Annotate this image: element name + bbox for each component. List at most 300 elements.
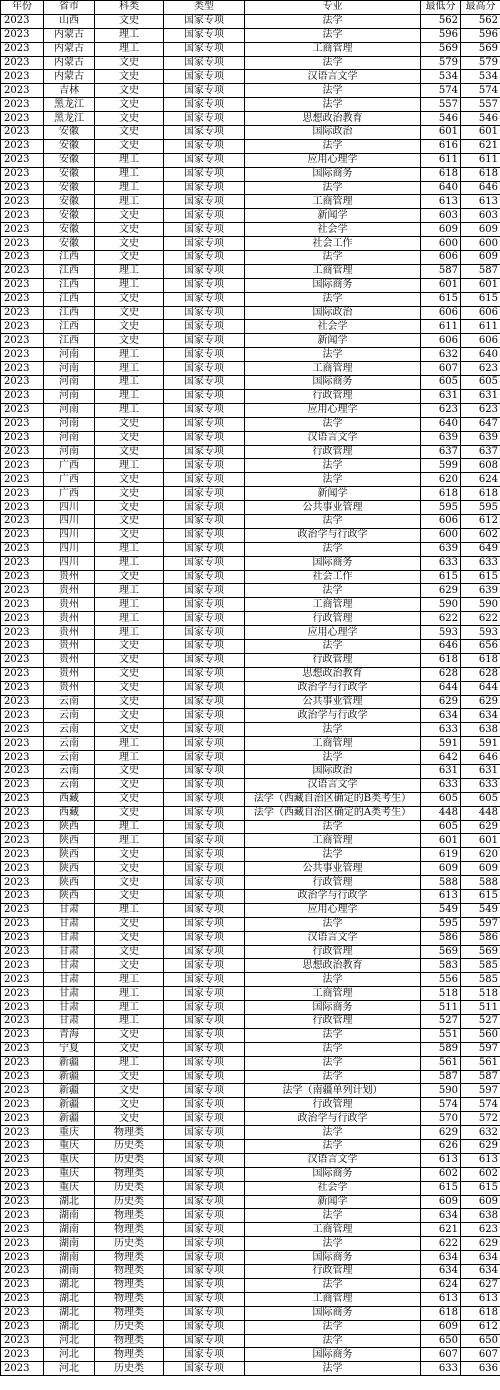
cell-major: 国际商务 [245,1001,421,1015]
cell-province: 安徽 [44,167,95,181]
cell-subject-category: 物理类 [95,1126,164,1140]
cell-year: 2023 [1,1334,44,1348]
cell-type: 国家专项 [164,237,245,251]
cell-major: 法学 [245,1237,421,1251]
cell-max-score: 639 [461,431,500,445]
cell-major: 公共事业管理 [245,695,421,709]
cell-subject-category: 文史 [95,223,164,237]
cell-year: 2023 [1,112,44,126]
cell-subject-category: 理工 [95,376,164,390]
cell-major: 法学 [245,473,421,487]
table-row [1,1251,500,1265]
cell-type: 国家专项 [164,917,245,931]
cell-type: 国家专项 [164,1084,245,1098]
cell-subject-category: 文史 [95,890,164,904]
cell-subject-category: 文史 [95,806,164,820]
cell-year: 2023 [1,667,44,681]
table-row [1,945,500,959]
cell-major: 法学 [245,514,421,528]
cell-min-score: 633 [421,1362,461,1376]
table-row [1,1209,500,1223]
cell-max-score: 629 [461,695,500,709]
cell-max-score: 574 [461,1098,500,1112]
cell-min-score: 569 [421,42,461,56]
cell-year: 2023 [1,1265,44,1279]
cell-min-score: 595 [421,917,461,931]
cell-year: 2023 [1,903,44,917]
cell-max-score: 646 [461,181,500,195]
cell-type: 国家专项 [164,1153,245,1167]
cell-major: 法学 [245,139,421,153]
cell-year: 2023 [1,1209,44,1223]
cell-type: 国家专项 [164,1223,245,1237]
cell-year: 2023 [1,348,44,362]
table-row [1,112,500,126]
cell-max-score: 636 [461,1362,500,1376]
table-row [1,542,500,556]
cell-province: 内蒙古 [44,56,95,70]
cell-min-score: 557 [421,98,461,112]
cell-year: 2023 [1,890,44,904]
cell-max-score: 618 [461,653,500,667]
cell-subject-category: 文史 [95,445,164,459]
cell-province: 陕西 [44,834,95,848]
cell-year: 2023 [1,778,44,792]
cell-major: 思想政治教育 [245,959,421,973]
cell-min-score: 629 [421,584,461,598]
cell-min-score: 534 [421,70,461,84]
cell-min-score: 551 [421,1028,461,1042]
cell-max-score: 632 [461,1126,500,1140]
cell-min-score: 590 [421,1084,461,1098]
table-row [1,639,500,653]
table-row [1,876,500,890]
cell-type: 国家专项 [164,862,245,876]
cell-major: 法学 [245,14,421,28]
cell-max-score: 639 [461,584,500,598]
cell-major: 应用心理学 [245,403,421,417]
cell-subject-category: 文史 [95,945,164,959]
table-row [1,903,500,917]
cell-major: 国际商务 [245,167,421,181]
cell-max-score: 623 [461,1223,500,1237]
cell-province: 宁夏 [44,1042,95,1056]
cell-type: 国家专项 [164,1098,245,1112]
cell-type: 国家专项 [164,681,245,695]
table-row [1,181,500,195]
cell-type: 国家专项 [164,1070,245,1084]
table-row [1,1348,500,1362]
cell-type: 国家专项 [164,973,245,987]
cell-major: 汉语言文学 [245,778,421,792]
cell-max-score: 631 [461,389,500,403]
cell-major: 法学 [245,459,421,473]
cell-min-score: 574 [421,84,461,98]
cell-major: 法学 [245,917,421,931]
cell-year: 2023 [1,431,44,445]
cell-major: 国际商务 [245,1167,421,1181]
cell-max-score: 623 [461,362,500,376]
cell-max-score: 605 [461,376,500,390]
cell-max-score: 591 [461,737,500,751]
cell-major: 行政管理 [245,1015,421,1029]
cell-type: 国家专项 [164,1112,245,1126]
cell-max-score: 646 [461,751,500,765]
table-row [1,834,500,848]
cell-province: 内蒙古 [44,70,95,84]
cell-province: 安徽 [44,237,95,251]
cell-subject-category: 文史 [95,251,164,265]
cell-year: 2023 [1,264,44,278]
cell-year: 2023 [1,1070,44,1084]
cell-type: 国家专项 [164,1265,245,1279]
cell-province: 云南 [44,723,95,737]
cell-min-score: 613 [421,1292,461,1306]
cell-max-score: 638 [461,1209,500,1223]
cell-province: 陕西 [44,890,95,904]
cell-province: 重庆 [44,1126,95,1140]
cell-province: 重庆 [44,1140,95,1154]
table-row [1,42,500,56]
cell-province: 河北 [44,1348,95,1362]
table-row [1,1112,500,1126]
cell-subject-category: 文史 [95,917,164,931]
table-row [1,70,500,84]
table-row [1,1084,500,1098]
table-row [1,292,500,306]
cell-major: 行政管理 [245,1265,421,1279]
cell-year: 2023 [1,292,44,306]
cell-type: 国家专项 [164,487,245,501]
cell-year: 2023 [1,862,44,876]
cell-min-score: 613 [421,890,461,904]
cell-min-score: 600 [421,237,461,251]
cell-major: 汉语言文学 [245,70,421,84]
cell-year: 2023 [1,653,44,667]
table-row [1,153,500,167]
cell-subject-category: 理工 [95,1056,164,1070]
table-row [1,1015,500,1029]
cell-max-score: 628 [461,667,500,681]
cell-province: 四川 [44,514,95,528]
cell-year: 2023 [1,1084,44,1098]
cell-min-score: 518 [421,987,461,1001]
cell-year: 2023 [1,417,44,431]
cell-type: 国家专项 [164,223,245,237]
cell-subject-category: 理工 [95,42,164,56]
cell-min-score: 611 [421,153,461,167]
cell-subject-category: 文史 [95,237,164,251]
table-row [1,584,500,598]
table-row [1,1126,500,1140]
cell-major: 新闻学 [245,209,421,223]
cell-type: 国家专项 [164,417,245,431]
cell-year: 2023 [1,278,44,292]
cell-year: 2023 [1,584,44,598]
cell-type: 国家专项 [164,806,245,820]
cell-type: 国家专项 [164,1140,245,1154]
cell-province: 湖北 [44,1278,95,1292]
cell-major: 国际商务 [245,278,421,292]
cell-subject-category: 历史类 [95,1195,164,1209]
cell-subject-category: 理工 [95,973,164,987]
table-row [1,806,500,820]
cell-year: 2023 [1,251,44,265]
cell-year: 2023 [1,848,44,862]
cell-major: 汉语言文学 [245,1153,421,1167]
cell-type: 国家专项 [164,959,245,973]
cell-subject-category: 理工 [95,612,164,626]
cell-min-score: 631 [421,389,461,403]
cell-subject-category: 文史 [95,139,164,153]
cell-min-score: 646 [421,639,461,653]
cell-province: 甘肃 [44,1015,95,1029]
cell-major: 法学 [245,1070,421,1084]
cell-type: 国家专项 [164,931,245,945]
cell-year: 2023 [1,764,44,778]
cell-max-score: 623 [461,403,500,417]
cell-major: 汉语言文学 [245,431,421,445]
table-row [1,1306,500,1320]
cell-max-score: 609 [461,223,500,237]
cell-year: 2023 [1,959,44,973]
cell-max-score: 574 [461,84,500,98]
cell-subject-category: 理工 [95,626,164,640]
cell-min-score: 569 [421,945,461,959]
cell-year: 2023 [1,709,44,723]
cell-major: 法学 [245,639,421,653]
table-row [1,251,500,265]
table-row [1,917,500,931]
cell-max-score: 609 [461,251,500,265]
cell-min-score: 621 [421,1223,461,1237]
cell-province: 云南 [44,778,95,792]
cell-subject-category: 物理类 [95,1167,164,1181]
cell-subject-category: 理工 [95,834,164,848]
cell-min-score: 609 [421,862,461,876]
cell-subject-category: 文史 [95,70,164,84]
cell-type: 国家专项 [164,306,245,320]
table-row [1,890,500,904]
cell-subject-category: 文史 [95,417,164,431]
cell-min-score: 595 [421,501,461,515]
cell-major: 法学 [245,292,421,306]
cell-max-score: 621 [461,139,500,153]
header-province: 省市 [44,1,95,15]
cell-max-score: 615 [461,570,500,584]
cell-type: 国家专项 [164,362,245,376]
cell-min-score: 546 [421,112,461,126]
cell-province: 山西 [44,14,95,28]
table-row [1,1195,500,1209]
cell-year: 2023 [1,459,44,473]
cell-major: 国际商务 [245,1306,421,1320]
table-row [1,264,500,278]
cell-year: 2023 [1,320,44,334]
cell-year: 2023 [1,1237,44,1251]
cell-major: 法学 [245,584,421,598]
cell-province: 云南 [44,737,95,751]
cell-year: 2023 [1,542,44,556]
cell-max-score: 448 [461,806,500,820]
cell-year: 2023 [1,56,44,70]
cell-year: 2023 [1,487,44,501]
cell-max-score: 629 [461,1237,500,1251]
cell-max-score: 527 [461,1015,500,1029]
cell-year: 2023 [1,167,44,181]
cell-max-score: 618 [461,487,500,501]
cell-max-score: 615 [461,292,500,306]
cell-year: 2023 [1,403,44,417]
cell-province: 湖北 [44,1320,95,1334]
cell-major: 国际商务 [245,556,421,570]
cell-min-score: 561 [421,1056,461,1070]
table-row [1,223,500,237]
cell-type: 国家专项 [164,1278,245,1292]
cell-subject-category: 历史类 [95,1237,164,1251]
cell-type: 国家专项 [164,1251,245,1265]
cell-type: 国家专项 [164,653,245,667]
cell-max-score: 585 [461,959,500,973]
cell-type: 国家专项 [164,639,245,653]
cell-max-score: 603 [461,209,500,223]
cell-max-score: 631 [461,764,500,778]
cell-year: 2023 [1,209,44,223]
cell-major: 法学 [245,723,421,737]
cell-min-score: 587 [421,264,461,278]
cell-max-score: 612 [461,514,500,528]
cell-major: 法学 [245,1320,421,1334]
table-row [1,1237,500,1251]
cell-year: 2023 [1,181,44,195]
cell-min-score: 511 [421,1001,461,1015]
cell-type: 国家专项 [164,473,245,487]
cell-year: 2023 [1,1028,44,1042]
cell-province: 甘肃 [44,973,95,987]
cell-max-score: 585 [461,973,500,987]
cell-max-score: 597 [461,1042,500,1056]
cell-year: 2023 [1,570,44,584]
cell-type: 国家专项 [164,389,245,403]
cell-year: 2023 [1,126,44,140]
table-row [1,1001,500,1015]
cell-min-score: 609 [421,223,461,237]
cell-province: 安徽 [44,126,95,140]
cell-type: 国家专项 [164,278,245,292]
table-row [1,278,500,292]
cell-max-score: 647 [461,417,500,431]
cell-subject-category: 文史 [95,306,164,320]
cell-year: 2023 [1,639,44,653]
cell-subject-category: 理工 [95,28,164,42]
cell-subject-category: 理工 [95,1015,164,1029]
cell-province: 湖南 [44,1237,95,1251]
table-row [1,473,500,487]
cell-type: 国家专项 [164,251,245,265]
cell-major: 政治学与行政学 [245,709,421,723]
cell-min-score: 616 [421,139,461,153]
cell-type: 国家专项 [164,56,245,70]
cell-min-score: 615 [421,292,461,306]
cell-year: 2023 [1,514,44,528]
cell-max-score: 618 [461,167,500,181]
cell-type: 国家专项 [164,431,245,445]
cell-min-score: 570 [421,1112,461,1126]
table-row [1,1098,500,1112]
cell-province: 云南 [44,764,95,778]
cell-max-score: 650 [461,1334,500,1348]
cell-subject-category: 理工 [95,278,164,292]
cell-subject-category: 文史 [95,1112,164,1126]
cell-province: 甘肃 [44,945,95,959]
cell-year: 2023 [1,834,44,848]
cell-type: 国家专项 [164,1126,245,1140]
table-row [1,681,500,695]
cell-min-score: 629 [421,695,461,709]
cell-min-score: 629 [421,1126,461,1140]
cell-min-score: 607 [421,362,461,376]
cell-major: 社会学 [245,320,421,334]
cell-type: 国家专项 [164,445,245,459]
cell-province: 安徽 [44,223,95,237]
cell-min-score: 650 [421,1334,461,1348]
table-row [1,556,500,570]
cell-max-score: 511 [461,1001,500,1015]
cell-province: 河南 [44,376,95,390]
cell-min-score: 633 [421,778,461,792]
table-row [1,570,500,584]
cell-max-score: 593 [461,626,500,640]
cell-major: 国际商务 [245,376,421,390]
cell-min-score: 632 [421,348,461,362]
cell-year: 2023 [1,70,44,84]
cell-subject-category: 文史 [95,126,164,140]
cell-min-score: 631 [421,764,461,778]
cell-subject-category: 理工 [95,264,164,278]
cell-major: 行政管理 [245,945,421,959]
cell-min-score: 619 [421,848,461,862]
cell-min-score: 607 [421,1348,461,1362]
table-row [1,417,500,431]
cell-min-score: 634 [421,1265,461,1279]
cell-year: 2023 [1,237,44,251]
cell-major: 法学 [245,181,421,195]
table-row [1,459,500,473]
cell-type: 国家专项 [164,320,245,334]
cell-year: 2023 [1,1251,44,1265]
cell-type: 国家专项 [164,348,245,362]
cell-major: 工商管理 [245,598,421,612]
cell-max-score: 644 [461,681,500,695]
cell-year: 2023 [1,1112,44,1126]
cell-type: 国家专项 [164,598,245,612]
cell-type: 国家专项 [164,334,245,348]
cell-subject-category: 理工 [95,598,164,612]
cell-min-score: 606 [421,514,461,528]
cell-province: 陕西 [44,862,95,876]
cell-min-score: 620 [421,473,461,487]
cell-type: 国家专项 [164,570,245,584]
cell-max-score: 596 [461,28,500,42]
cell-max-score: 609 [461,862,500,876]
cell-type: 国家专项 [164,764,245,778]
cell-max-score: 601 [461,278,500,292]
cell-major: 法学 [245,1278,421,1292]
cell-year: 2023 [1,1126,44,1140]
cell-type: 国家专项 [164,28,245,42]
table-row [1,667,500,681]
table-row [1,1292,500,1306]
